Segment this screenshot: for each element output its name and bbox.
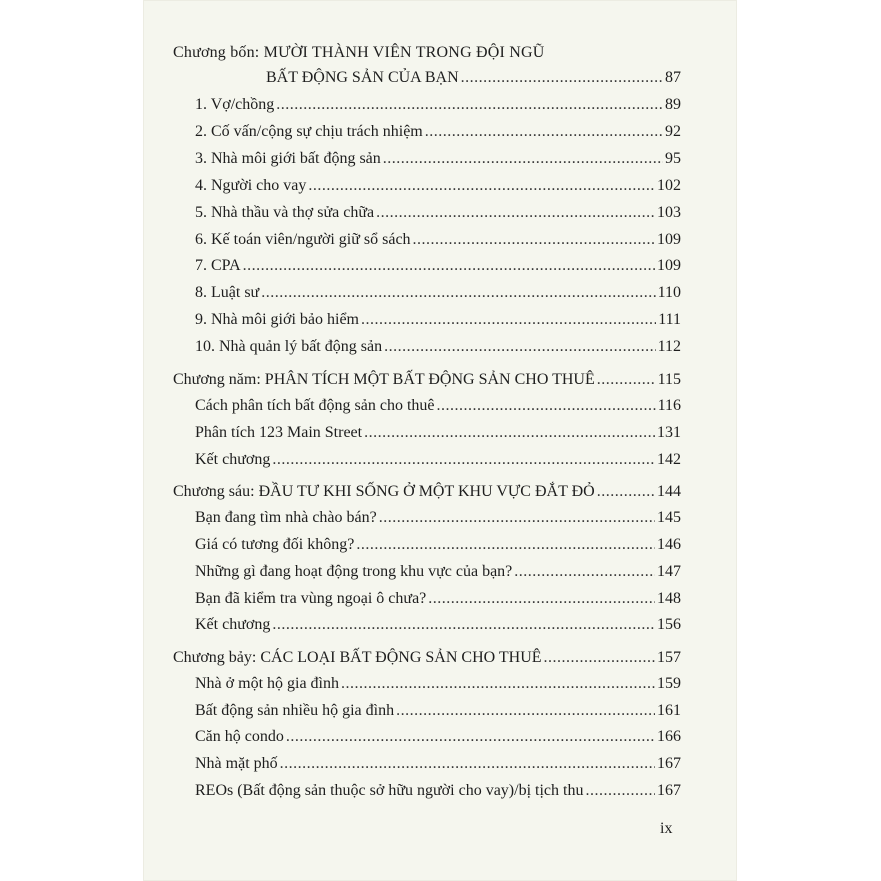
entry-label: 5. Nhà thầu và thợ sửa chữa (195, 204, 375, 221)
entry-label: 1. Vợ/chồng (195, 96, 275, 113)
entry-page: 147 (657, 563, 681, 580)
entry-page: 95 (665, 150, 681, 167)
entry-label: 6. Kế toán viên/người giữ sổ sách (195, 231, 411, 248)
chapter-7-heading (173, 648, 681, 668)
dot-leader (396, 701, 655, 721)
entry-page: 112 (657, 338, 681, 355)
entry-page: 110 (657, 284, 681, 301)
dot-leader (585, 781, 655, 801)
toc-entry (195, 562, 681, 582)
entry-label: Nhà mặt phố (195, 755, 278, 772)
entry-label: 8. Luật sư (195, 284, 260, 301)
entry-page: 109 (657, 257, 681, 274)
entry-page: 167 (657, 782, 681, 799)
dot-leader (341, 674, 655, 694)
entry-label: Phân tích 123 Main Street (195, 424, 363, 441)
entry-page: 102 (657, 177, 681, 194)
dot-leader (428, 589, 655, 609)
entry-label: 4. Người cho vay (195, 177, 307, 194)
entry-page: 111 (658, 311, 681, 328)
entry-page: 109 (657, 231, 681, 248)
toc-entry (195, 149, 681, 169)
entry-page: 146 (657, 536, 681, 553)
dot-leader (514, 562, 655, 582)
table-of-contents (143, 0, 737, 881)
toc-entry (195, 781, 681, 801)
chapter-7-title: Chương bảy: CÁC LOẠI BẤT ĐỘNG SẢN CHO THUÊ (173, 649, 542, 666)
chapter-4-title-line1: Chương bốn: MƯỜI THÀNH VIÊN TRONG ĐỘI NGŨ (173, 44, 545, 61)
chapter-4-heading (266, 68, 681, 88)
entry-page: 142 (657, 451, 681, 468)
chapter-7-page: 157 (657, 649, 681, 666)
entry-label: Bạn đang tìm nhà chào bán? (195, 509, 377, 526)
dot-leader (364, 423, 655, 443)
toc-entry (195, 701, 681, 721)
toc-entry (195, 396, 681, 416)
toc-entry (195, 95, 681, 115)
dot-leader (261, 283, 655, 303)
toc-entry (195, 283, 681, 303)
dot-leader (276, 95, 663, 115)
toc-entry (195, 176, 681, 196)
dot-leader (361, 310, 656, 330)
entry-label: Những gì đang hoạt động trong khu vực của bạn? (195, 563, 513, 580)
dot-leader (272, 450, 655, 470)
toc-entry (195, 450, 681, 470)
entry-page: 92 (665, 123, 681, 140)
dot-leader (437, 396, 656, 416)
entry-page: 131 (657, 424, 681, 441)
entry-page: 159 (657, 675, 681, 692)
toc-entry (195, 727, 681, 747)
entry-label: Bạn đã kiểm tra vùng ngoại ô chưa? (195, 590, 427, 607)
dot-leader (280, 754, 655, 774)
entry-page: 145 (657, 509, 681, 526)
chapter-6-heading (173, 482, 681, 502)
chapter-6-page: 144 (657, 483, 681, 500)
entry-page: 89 (665, 96, 681, 113)
dot-leader (461, 68, 663, 88)
toc-entry (195, 337, 681, 357)
entry-label: 9. Nhà môi giới bảo hiểm (195, 311, 359, 328)
chapter-4-title-line2: BẤT ĐỘNG SẢN CỦA BẠN (266, 69, 459, 86)
chapter-4-page: 87 (665, 69, 681, 86)
entry-label: Kết chương (195, 451, 271, 468)
dot-leader (383, 149, 663, 169)
dot-leader (379, 508, 655, 528)
entry-label: 7. CPA (195, 257, 241, 274)
dot-leader (356, 535, 655, 555)
entry-label: 3. Nhà môi giới bất động sản (195, 150, 381, 167)
toc-entry (195, 754, 681, 774)
dot-leader (413, 230, 655, 250)
toc-entry (195, 674, 681, 694)
entry-label: Căn hộ condo (195, 728, 284, 745)
toc-entry (195, 535, 681, 555)
toc-entry (195, 310, 681, 330)
dot-leader (597, 370, 656, 390)
chapter-5-page: 115 (657, 371, 681, 388)
dot-leader (425, 122, 663, 142)
dot-leader (544, 648, 655, 668)
toc-entry (195, 508, 681, 528)
toc-entry (195, 203, 681, 223)
entry-page: 167 (657, 755, 681, 772)
entry-page: 148 (657, 590, 681, 607)
dot-leader (286, 727, 655, 747)
entry-label: REOs (Bất động sản thuộc sở hữu người cho vay)/bị tịch thu (195, 782, 584, 799)
entry-label: Nhà ở một hộ gia đình (195, 675, 339, 692)
entry-label: Kết chương (195, 616, 271, 633)
chapter-6-title: Chương sáu: ĐẦU TƯ KHI SỐNG Ở MỘT KHU VỰC ĐẮT ĐỎ (173, 483, 595, 500)
dot-leader (308, 176, 655, 196)
page-number: ix (660, 820, 673, 837)
entry-page: 116 (657, 397, 681, 414)
chapter-5-title: Chương năm: PHÂN TÍCH MỘT BẤT ĐỘNG SẢN CHO THUÊ (173, 371, 595, 388)
entry-label: 2. Cố vấn/cộng sự chịu trách nhiệm (195, 123, 423, 140)
entry-label: 10. Nhà quản lý bất động sản (195, 338, 383, 355)
toc-entry (195, 589, 681, 609)
entry-label: Giá có tương đối không? (195, 536, 355, 553)
chapter-5-heading (173, 370, 681, 390)
toc-entry (195, 256, 681, 276)
dot-leader (376, 203, 655, 223)
entry-page: 103 (657, 204, 681, 221)
entry-label: Cách phân tích bất động sản cho thuê (195, 397, 435, 414)
book-page (143, 0, 737, 881)
toc-entry (195, 122, 681, 142)
dot-leader (597, 482, 655, 502)
dot-leader (272, 615, 655, 635)
toc-entry (195, 423, 681, 443)
dot-leader (243, 256, 655, 276)
entry-page: 166 (657, 728, 681, 745)
entry-page: 161 (657, 702, 681, 719)
toc-entry (195, 230, 681, 250)
entry-page: 156 (657, 616, 681, 633)
dot-leader (384, 337, 656, 357)
entry-label: Bất động sản nhiều hộ gia đình (195, 702, 395, 719)
toc-entry (195, 615, 681, 635)
